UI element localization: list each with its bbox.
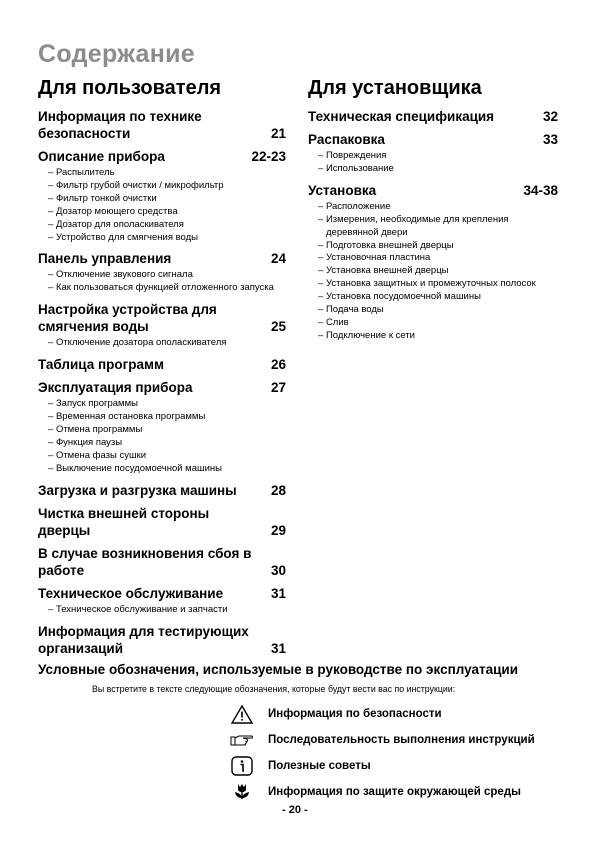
- toc-page-number: 22-23: [251, 149, 286, 164]
- toc-subsection: – Дозатор для ополаскивателя: [38, 219, 286, 232]
- toc-section: [38, 623, 286, 657]
- toc-page-number: 27: [270, 380, 286, 396]
- user-contents-column: [38, 76, 286, 657]
- toc-subsection: – Повреждения: [308, 150, 558, 163]
- toc-subsection-list: [308, 150, 558, 176]
- toc-section-title: Техническое обслуживание: [38, 585, 224, 601]
- toc-subsection-list: [38, 604, 286, 617]
- toc-section: [38, 250, 286, 267]
- toc-section: [308, 131, 558, 148]
- toc-page-number: 21: [270, 126, 286, 141]
- toc-section: [38, 545, 286, 579]
- symbol-row-environment: [230, 782, 521, 802]
- toc-section-title: Загрузка и разгрузка машины: [38, 482, 237, 498]
- toc-page-number: 31: [270, 585, 286, 601]
- toc-subsection-list: [38, 337, 286, 350]
- toc-page-number: 25: [270, 319, 286, 335]
- toc-subsection: – Выключение посудомоечной машины: [38, 463, 286, 476]
- pointing-hand-icon: [230, 730, 254, 750]
- toc-section: [38, 356, 286, 373]
- toc-subsection: – Временная остановка программы: [38, 411, 286, 424]
- page-number: - 20 -: [282, 804, 308, 816]
- toc-section: [38, 379, 286, 396]
- toc-section: [38, 108, 286, 142]
- toc-section: [38, 585, 286, 602]
- installer-sections-list: [308, 108, 558, 343]
- warning-triangle-icon: [230, 704, 254, 724]
- toc-subsection: – Расположение: [308, 201, 558, 214]
- toc-subsection: – Распылитель: [38, 167, 286, 180]
- user-sections-list: [38, 108, 286, 657]
- toc-subsection: – Подготовка внешней дверцы: [308, 240, 558, 253]
- toc-subsection-list: [308, 201, 558, 343]
- toc-section-title: Чистка внешней стороны дверцы: [38, 505, 210, 538]
- symbol-row-instructions: [230, 730, 535, 750]
- toc-subsection: – Отключение дозатора ополаскивателя: [38, 337, 286, 350]
- symbol-label: Последовательность выполнения инструкций: [268, 734, 535, 746]
- toc-subsection: – Слив: [308, 317, 558, 330]
- installer-column-heading: Для установщика: [308, 77, 482, 99]
- toc-subsection: – Подключение к сети: [308, 330, 558, 343]
- toc-subsection: – Фильтр тонкой очистки: [38, 193, 286, 206]
- toc-section-title: Описание прибора: [38, 149, 165, 164]
- toc-page-number: 31: [270, 640, 286, 656]
- toc-subsection: – Отключение звукового сигнала: [38, 269, 286, 282]
- toc-subsection: – Использование: [308, 163, 558, 176]
- toc-page-number: 24: [270, 251, 286, 267]
- toc-subsection: – Установка посудомоечной машины: [308, 291, 558, 304]
- symbols-intro: Вы встретите в тексте следующие обозначения, которые будут вести вас по инструкции:: [92, 684, 456, 694]
- toc-subsection: – Установка внешней дверцы: [308, 265, 558, 278]
- toc-subsection: – Отмена программы: [38, 424, 286, 437]
- symbol-row-safety: [230, 704, 442, 724]
- toc-subsection: – Техническое обслуживание и запчасти: [38, 604, 286, 617]
- toc-subsection: – Измерения, необходимые для крепления деревянной двери: [308, 214, 558, 240]
- environment-tulip-icon: [230, 782, 254, 802]
- toc-page-number: 26: [270, 357, 286, 373]
- toc-section-title: Таблица программ: [38, 357, 165, 373]
- toc-subsection: – Функция паузы: [38, 437, 286, 450]
- toc-page-number: 29: [270, 522, 286, 538]
- toc-subsection-list: [38, 398, 286, 475]
- toc-section-title: Распаковка: [308, 132, 385, 147]
- toc-section: [308, 108, 558, 125]
- toc-subsection: – Устройство для смягчения воды: [38, 232, 286, 245]
- toc-section-title: Техническая спецификация: [308, 109, 495, 124]
- toc-subsection: – Дозатор моющего средства: [38, 206, 286, 219]
- user-column-heading: Для пользователя: [38, 77, 222, 99]
- installer-contents-column: [308, 76, 558, 343]
- toc-page-number: 28: [270, 482, 286, 498]
- toc-page-number: 30: [270, 562, 286, 578]
- toc-page-number: 33: [542, 132, 558, 147]
- toc-section-title: Настройка устройства для смягчения воды: [38, 302, 217, 335]
- toc-section: [38, 505, 286, 539]
- symbols-heading: Условные обозначения, используемые в руководстве по эксплуатации: [38, 662, 518, 677]
- toc-section: [308, 182, 558, 199]
- toc-section-title: Панель управления: [38, 251, 172, 267]
- toc-section: [38, 148, 286, 165]
- toc-subsection: – Отмена фазы сушки: [38, 450, 286, 463]
- toc-subsection: – Подача воды: [308, 304, 558, 317]
- info-icon: [230, 756, 254, 776]
- toc-page-number: 32: [542, 109, 558, 124]
- toc-page-number: 34-38: [523, 182, 558, 198]
- toc-subsection: – Запуск программы: [38, 398, 286, 411]
- symbol-label: Полезные советы: [268, 760, 371, 772]
- toc-section-title: Установка: [308, 182, 377, 198]
- toc-subsection: – Установка защитных и промежуточных полосок: [308, 278, 558, 291]
- toc-section-title: Информация по технике безопасности: [38, 109, 202, 141]
- toc-section-title: Информация для тестирующих организаций: [38, 623, 249, 656]
- symbol-row-tips: [230, 756, 371, 776]
- toc-subsection: – Как пользоваться функцией отложенного запуска: [38, 282, 286, 295]
- toc-section-title: Эксплуатация прибора: [38, 380, 193, 396]
- toc-subsection: – Фильтр грубой очистки / микрофильтр: [38, 180, 286, 193]
- toc-subsection-list: [38, 167, 286, 244]
- symbol-label: Информация по защите окружающей среды: [268, 786, 521, 798]
- toc-subsection: – Установочная пластина: [308, 252, 558, 265]
- toc-section-title: В случае возникновения сбоя в работе: [38, 545, 252, 578]
- page-title: Содержание: [38, 40, 196, 68]
- toc-subsection-list: [38, 269, 286, 295]
- toc-section: [38, 301, 286, 335]
- symbol-label: Информация по безопасности: [268, 708, 442, 720]
- toc-section: [38, 482, 286, 499]
